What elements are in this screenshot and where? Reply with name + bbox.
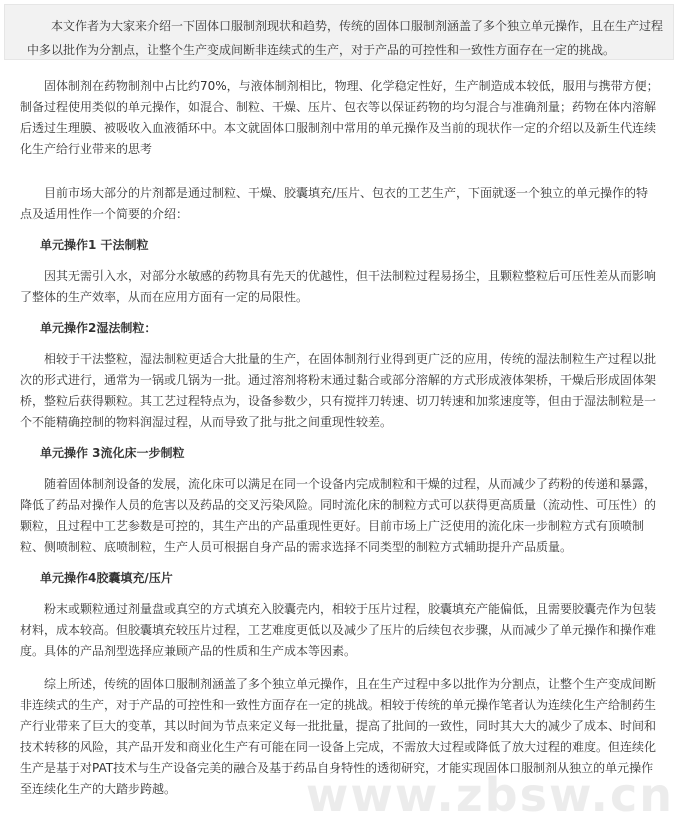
summary-box — [4, 4, 674, 60]
article-body — [20, 76, 660, 800]
section-heading-wet-granulation: 单元操作2湿法制粒： — [40, 321, 157, 335]
wet-granulation-paragraph: 相较于干法整粒，湿法制粒更适合大批量的生产，在固体制剂行业得到更广泛的应用，传统的湿法制粒生产过程以批次的形式进行，通常为一锅或几锅为一批。通过溶剂将粉末通过黏合或部分溶解的方式形成液体架桥，干燥后形成固体架桥，整粒后获得颗粒。其工艺过程特点为，设备参数少，只有搅拌刀转速、切刀转速和加浆速度等，但由于湿法制粒是一个不能精确控制的物料润湿过程，从而导致了批与批之间重现性较差。 — [20, 352, 657, 429]
capsule-tablet-paragraph: 粉末或颗粒通过剂量盘或真空的方式填充入胶囊壳内，相较于压片过程，胶囊填充产能偏低，且需要胶囊壳作为包装材料，成本较高。但胶囊填充较压片过程，工艺难度更低以及减少了压片的后续包衣步骤，从而减少了单元操作和操作难度。具体的产品剂型选择应兼顾产品的性质和生产成本等因素。 — [20, 602, 657, 658]
section-heading-capsule-tablet: 单元操作4胶囊填充/压片 — [40, 571, 173, 585]
fluid-bed-paragraph: 随着固体制剂设备的发展，流化床可以满足在同一个设备内完成制粒和干燥的过程，从而减少了药粉的传递和暴露，降低了药品对操作人员的危害以及药品的交叉污染风险。同时流化床的制粒方式可以获得更高质量（流动性、可压性）的颗粒，且过程中工艺参数是可控的，其生产出的产品重现性更好。目前市场上广泛使用的流化床一步制粒方式有顶喷制粒、侧喷制粒、底喷制粒，生产人员可根据自身产品的需求选择不同类型的制粒方式辅助提升产品质量。 — [20, 477, 657, 554]
intro-paragraph-2: 目前市场大部分的片剂都是通过制粒、干燥、胶囊填充/压片、包衣的工艺生产，下面就逐一个独立的单元操作的特点及适用性作一个简要的介绍： — [20, 186, 649, 221]
conclusion-paragraph: 综上所述，传统的固体口服制剂涵盖了多个独立单元操作，且在生产过程中多以批作为分割点，让整个生产变成间断非连续式的生产，对于产品的可控性和一致性方面存在一定的挑战。相较于传统的单元操作笔者认为连续化生产给制药生产行业带来了巨大的变革，其以时间为节点来定义每一批批量，提高了批间的一致性，同时其大大的减少了成本、时间和技术转移的风险，其产品开发和商业化生产有可能在同一设备上完成，不需放大过程或降低了放大过程的难度。但连续化生产是基于对PAT技术与生产设备完美的融合及基于药品自身特性的透彻研究，才能实现固体口服制剂从独立的单元操作至连续化生产的大踏步跨越。 — [20, 677, 657, 796]
intro-paragraph-1: 固体制剂在药物制剂中占比约70%，与液体制剂相比，物理、化学稳定性好，生产制造成本较低，服用与携带方便；制备过程使用类似的单元操作，如混合、制粒、干燥、压片、包衣等以保证药物的均匀混合与准确剂量；药物在体内溶解后透过生理膜、被吸收入血液循环中。本文就固体口服制剂中常用的单元操作及当前的现状作一定的介绍以及新生代连续化生产给行业带来的思考 — [20, 79, 659, 156]
section-heading-dry-granulation: 单元操作1 干法制粒 — [40, 238, 149, 252]
dry-granulation-paragraph: 因其无需引入水，对部分水敏感的药物具有先天的优越性，但干法制粒过程易扬尘，且颗粒整粒后可压性差从而影响了整体的生产效率，从而在应用方面有一定的局限性。 — [20, 269, 657, 304]
section-heading-fluid-bed: 单元操作 3流化床一步制粒 — [40, 446, 185, 460]
site-watermark: www.zbsw.cn — [305, 768, 674, 822]
summary-text: 本文作者为大家来介绍一下固体口服制剂现状和趋势，传统的固体口服制剂涵盖了多个独立单元操作，且在生产过程中多以批作为分割点，让整个生产变成间断非连续式的生产，对于产品的可控性和一致性方面存在一定的挑战。 — [27, 19, 664, 57]
